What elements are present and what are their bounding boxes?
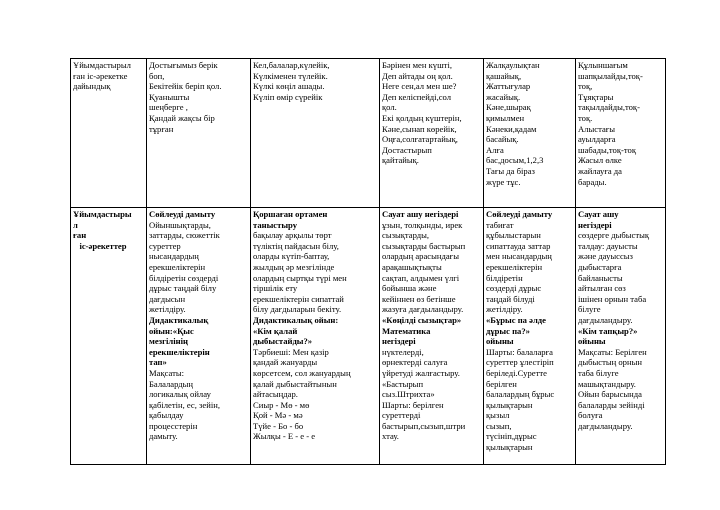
cell-text-line: ған іс-әрекетке <box>73 70 128 81</box>
cell-text-line: ойын:«Қыс <box>149 325 194 336</box>
cell-text-line: жасайық. <box>486 91 521 102</box>
cell-text-line: қайтайық. <box>382 155 419 166</box>
cell-text-line: тіршілік ету <box>253 283 298 294</box>
cell-text-line: Екі қолдың күштерін, <box>382 112 462 123</box>
cell-text-line: сөздерге дыбыстық <box>578 230 650 241</box>
cell-text-line: шапқылайды,тоқ- <box>578 70 643 81</box>
cell-text-line: Күліп өмір сүрейік <box>253 91 323 102</box>
cell-text-line: дұрыс таңдай білу <box>149 283 217 294</box>
cell-text-line: дағдыландыру. <box>578 314 633 325</box>
cell-text-line: л <box>73 219 78 230</box>
cell-text-line: «Бұрыс па әлде <box>486 314 546 325</box>
cell-text-line: барады. <box>578 176 607 187</box>
cell-text-line: табиғат <box>486 219 514 230</box>
cell-text-line: қалай дыбыстайтынын <box>253 378 337 389</box>
cell-text-line: ойыны <box>578 336 606 347</box>
cell-text-line: бақылау арқылы төрт <box>253 230 332 241</box>
cell-text-line: ауылдарға <box>578 134 616 145</box>
cell-text-line: айтасыңдар. <box>253 389 298 400</box>
table-cell <box>380 208 484 465</box>
cell-text-line: заттарды, сюжеттік <box>149 230 220 241</box>
cell-text-line: жетілдіру. <box>149 304 186 315</box>
cell-text-line: дыбыстарға <box>578 261 622 272</box>
cell-text-line: қимылмен <box>486 112 525 123</box>
cell-text-line: Дидактикалық ойын: <box>253 314 339 325</box>
cell-text-line: бас,досым,1,2,3 <box>486 155 544 166</box>
cell-text-line: Алыстағы <box>578 123 616 134</box>
cell-text-line: көрсетсем, сол жануардың <box>253 367 351 378</box>
cell-text-line: Кел,балалар,күлейік, <box>253 60 330 70</box>
cell-text-line: Деп айтады оң қол. <box>382 70 453 81</box>
cell-text-line: дайындық <box>73 81 111 92</box>
cell-text-line: Шарты: берілген <box>382 399 444 410</box>
cell-text-line: ұзын, толқынды, ирек <box>382 219 463 230</box>
cell-text-line: Күлкі көңіл ашады. <box>253 81 325 92</box>
cell-text-line: сызықтарды, <box>382 230 430 241</box>
cell-text-line: қандай жануарды <box>253 357 318 368</box>
cell-text-line: білу дағдыларын бекіту. <box>253 304 342 315</box>
cell-text-line: суреттер <box>149 240 181 251</box>
cell-text-line: тап» <box>149 357 167 368</box>
cell-text-line: үйретуді жалғастыру. <box>382 367 460 378</box>
cell-text-line: қол. <box>382 102 397 113</box>
cell-text-line: Достығымыз берік <box>149 60 218 70</box>
cell-text-line: жетілдіру. <box>486 304 523 315</box>
cell-text-line: таба білуге <box>578 367 619 378</box>
cell-text-line: балалардың бұрыс <box>486 389 555 400</box>
cell-text-line: жүре тұс. <box>486 176 521 187</box>
cell-text-line: Жалқаулықтан <box>486 60 540 70</box>
cell-text-line: Ойыншықтарды, <box>149 219 211 230</box>
cell-text-line: «Бастырып <box>382 378 424 389</box>
cell-text-line: қашайық, <box>486 70 522 81</box>
cell-text-line: беріледі.Суретте <box>486 367 547 378</box>
cell-text-line: балаларды зейінді <box>578 399 645 410</box>
table-cell <box>484 59 576 208</box>
cell-text-line: қылықтарын <box>486 399 533 410</box>
table-row <box>71 208 666 465</box>
cell-text-line: Жылқы - Е - е - е <box>253 431 316 442</box>
cell-text-line: бойынша және <box>382 283 437 294</box>
cell-text-line: нүктелерді, <box>382 346 424 357</box>
cell-text-line: Қоршаған ортамен <box>253 209 328 219</box>
cell-text-line: дамыту. <box>149 431 178 442</box>
cell-text-line: Жаттығулар <box>486 81 531 92</box>
cell-text-line: Сауат ашу <box>578 209 619 219</box>
cell-text-line: Мақсаты: Берілген <box>578 346 647 357</box>
plan-table <box>70 58 666 465</box>
cell-text-line: Тәрбиеші: Мен қазір <box>253 346 329 357</box>
cell-text-line: қызыл <box>486 410 510 421</box>
cell-text-line: кейіннен өз бетінше <box>382 293 456 304</box>
cell-text-line: Сөйлеуді дамыту <box>486 209 553 219</box>
cell-text-line: қылықтарын <box>486 442 533 453</box>
cell-text-line: тоқ. <box>578 112 593 123</box>
cell-text-line: Мақсаты: <box>149 367 185 378</box>
table-cell <box>380 59 484 208</box>
cell-text-line: боп, <box>149 70 165 81</box>
cell-text-line: Қандай жақсы бір <box>149 112 215 123</box>
cell-text-line: процесстерін <box>149 420 198 431</box>
cell-text-line: мезгілінің <box>149 336 188 347</box>
cell-text-line: ерекшеліктерін <box>149 346 210 357</box>
cell-text-line: дағдысын <box>149 293 186 304</box>
cell-text-line: Күлкіменен түлейік. <box>253 70 328 81</box>
table-cell <box>147 208 251 465</box>
cell-text-line: оларды күтіп-баптау, <box>253 251 330 262</box>
cell-text-line: ерекшеліктерін сипаттай <box>253 293 344 304</box>
cell-text-line: Алға <box>486 144 504 155</box>
cell-text-line: түліктің пайдасын білу, <box>253 240 339 251</box>
cell-text-line: құбылыстарын <box>486 230 541 241</box>
cell-text-line: түсініп,дұрыс <box>486 431 537 442</box>
cell-text-line: Кәне,шырақ <box>486 102 531 113</box>
cell-text-line: Оңға,солғатартайық, <box>382 134 458 145</box>
cell-text-line: Неге сен,ал мен ше? <box>382 81 457 92</box>
cell-text-line: Ойын барысында <box>578 389 642 400</box>
cell-text-line: сызықтарды бастырып <box>382 240 466 251</box>
cell-text-line: таныстыру <box>253 219 297 230</box>
cell-text-line: білуге <box>578 304 601 315</box>
cell-text-line: Сауат ашу негіздері <box>382 209 459 219</box>
cell-text-line: ерекшеліктерін <box>486 261 543 272</box>
table-cell <box>484 208 576 465</box>
cell-text-line: суреттерді <box>382 410 421 421</box>
cell-text-line: ған <box>73 230 87 241</box>
cell-text-line: Жасыл өлке <box>578 155 622 166</box>
cell-text-line: сипаттауда заттар <box>486 240 551 251</box>
cell-text-line: басайық. <box>486 134 519 145</box>
cell-text-line: сызып, <box>486 420 512 431</box>
cell-text-line: Математика <box>382 325 431 336</box>
cell-text-line: машықтандыру. <box>578 378 636 389</box>
cell-text-line: тоқ, <box>578 81 593 92</box>
cell-text-line: тұрған <box>149 123 174 134</box>
cell-text-line: сақтап, алдымен үлгі <box>382 272 460 283</box>
cell-text-line: Қой - Мә - мә <box>253 410 303 421</box>
cell-text-line: жазуға дағдыландыру. <box>382 304 464 315</box>
cell-text-line: Түйе - Бо - бо <box>253 420 304 431</box>
cell-text-line: Дидактикалық <box>149 314 209 325</box>
cell-text-line: Сиыр - Мө - мө <box>253 399 310 410</box>
row-header-cell <box>71 59 147 208</box>
cell-text-line: Бекітейік беріп қол. <box>149 81 222 92</box>
cell-text-line: Бәрінен мен күшті, <box>382 60 452 70</box>
cell-text-line: қабілетін, ес, зейін, <box>149 399 220 410</box>
cell-text-line: Балалардың <box>149 378 194 389</box>
cell-text-line: берілген <box>486 378 517 389</box>
cell-text-line: шеңберге , <box>149 102 188 113</box>
cell-text-line: тақылдайды,тоқ- <box>578 102 640 113</box>
cell-text-line: шабады,тоқ-тоқ <box>578 144 637 155</box>
cell-text-line: олардың арасындағы <box>382 251 459 262</box>
cell-text-line: Сөйлеуді дамыту <box>149 209 216 219</box>
cell-text-line: Құлыншағым <box>578 60 628 70</box>
cell-text-line: ерекшеліктерін <box>149 261 206 272</box>
cell-text-line: білдіретін сөздерді <box>149 272 219 283</box>
cell-text-line: бастырып,сызып,штри <box>382 420 466 431</box>
table-cell <box>576 208 666 465</box>
cell-text-line: мен нысандардың <box>486 251 552 262</box>
cell-text-line: сыз.Штрихта» <box>382 389 435 400</box>
cell-text-line: айтылған сөз <box>578 283 626 294</box>
cell-text-line: ішінен орнын таба <box>578 293 647 304</box>
cell-text-line: жайлауға да <box>578 165 622 176</box>
cell-text-line: Ұйымдастырыл <box>73 60 131 70</box>
row-header-cell <box>71 208 147 465</box>
cell-text-line: Шарты: балаларға <box>486 346 553 357</box>
cell-text-line: Деп келіспейді,сол <box>382 91 452 102</box>
cell-text-line: білдіретін <box>486 272 523 283</box>
table-row <box>71 59 666 208</box>
cell-text-line: «Көңілді сызықтар» <box>382 314 462 325</box>
cell-text-line: болуға <box>578 410 603 421</box>
table-cell <box>576 59 666 208</box>
table-cell <box>251 59 380 208</box>
cell-text-line: дағдыландыру. <box>578 420 633 431</box>
cell-text-line: Ұйымдастыры <box>73 209 132 219</box>
table-cell <box>147 59 251 208</box>
cell-text-line: дыбыстың орнын <box>578 357 642 368</box>
cell-text-line: Кәне,сынап көрейік, <box>382 123 457 134</box>
table-cell <box>251 208 380 465</box>
cell-text-line: таңдай білуді <box>486 293 535 304</box>
cell-text-line: Тұяқтары <box>578 91 614 102</box>
cell-text-line: олардың сыртқы түрі мен <box>253 272 347 283</box>
cell-text-line: дұрыс па?» <box>486 325 530 336</box>
cell-text-line: өрнектерді салуға <box>382 357 448 368</box>
cell-text-line: Қуанышты <box>149 91 190 102</box>
cell-text-line: Тағы да біраз <box>486 165 535 176</box>
cell-text-line: және дауыссыз <box>578 251 633 262</box>
cell-text-line: суреттер ұлестіріп <box>486 357 554 368</box>
cell-text-line: дыбыстайды?» <box>253 336 313 347</box>
cell-text-line: сөздерді дұрыс <box>486 283 542 294</box>
cell-text-line: «Кім тапқыр?» <box>578 325 638 336</box>
cell-text-line: қабылдау <box>149 410 184 421</box>
cell-text-line: талдау: дауысты <box>578 240 638 251</box>
cell-text-line: Достастырып <box>382 144 432 155</box>
cell-text-line: Кәнеки,қадам <box>486 123 537 134</box>
cell-text-line: байланысты <box>578 272 623 283</box>
cell-text-line: негіздері <box>578 219 612 230</box>
cell-text-line: логикалық ойлау <box>149 389 211 400</box>
cell-text-line: негіздері <box>382 336 416 347</box>
cell-text-line: хтау. <box>382 431 399 442</box>
cell-text-line: нысандардың <box>149 251 199 262</box>
cell-text-line: ойыны <box>486 336 514 347</box>
cell-text-line: іс-әрекеттер <box>73 240 127 251</box>
cell-text-line: жылдың әр мезгілінде <box>253 261 335 272</box>
cell-text-line: арақашықтықты <box>382 261 442 272</box>
cell-text-line: «Кім қалай <box>253 325 298 336</box>
